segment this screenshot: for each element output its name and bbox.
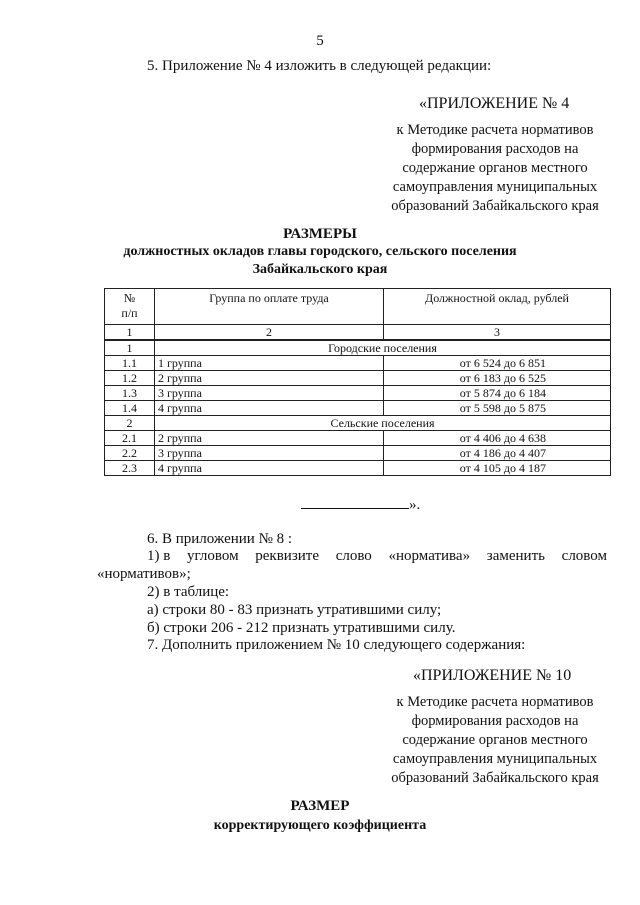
item-6-1-continuation: «нормативов»; <box>97 566 191 582</box>
row-group: 2 группа <box>155 371 384 386</box>
section-title: Сельские поселения <box>155 416 611 431</box>
row-group: 4 группа <box>155 461 384 476</box>
closing-quote: ». <box>409 497 421 513</box>
appendix-10-title: «ПРИЛОЖЕНИЕ № 10 <box>413 667 572 684</box>
coefficient-heading-subtitle: корректирующего коэффициента <box>213 818 427 833</box>
table-row <box>105 371 611 386</box>
column-number: 2 <box>155 325 384 341</box>
item-6-1-word: угловом <box>187 548 239 564</box>
table-row <box>105 356 611 371</box>
row-group: 3 группа <box>155 446 384 461</box>
appendix-4-subtitle-line: содержание органов местного <box>402 160 588 176</box>
salary-table <box>104 288 611 476</box>
row-no: 2.1 <box>105 431 155 446</box>
header-salary: Должностной оклад, рублей <box>384 289 611 325</box>
table-row <box>105 446 611 461</box>
row-no: 2.3 <box>105 461 155 476</box>
item-6-1-word: заменить <box>486 548 545 564</box>
appendix-4-subtitle-line: самоуправления муниципальных <box>392 179 598 195</box>
section-no: 2 <box>105 416 155 431</box>
item-6: 6. В приложении № 8 : <box>147 531 293 547</box>
table-heading-line1: должностных окладов главы городского, сельского поселения <box>123 244 517 259</box>
table-header-row <box>105 289 611 325</box>
row-salary: от 6 183 до 6 525 <box>384 371 611 386</box>
blank-underline <box>301 496 409 509</box>
header-no-line2: п/п <box>121 306 138 320</box>
appendix-4-subtitle <box>380 121 610 216</box>
column-number-row <box>105 325 611 341</box>
item-6-1-word: слово <box>335 548 372 564</box>
section-row <box>105 340 611 356</box>
row-salary: от 4 186 до 4 407 <box>384 446 611 461</box>
row-no: 1.2 <box>105 371 155 386</box>
appendix-10-subtitle-line: формирования расходов на <box>411 713 579 729</box>
header-group: Группа по оплате труда <box>155 289 384 325</box>
appendix-4-subtitle-line: формирования расходов на <box>411 141 579 157</box>
coefficient-heading-title: РАЗМЕР <box>290 798 350 814</box>
item-6-1 <box>147 548 607 565</box>
item-6-1-word: «норматива» <box>388 548 471 564</box>
row-salary: от 4 105 до 4 187 <box>384 461 611 476</box>
item-6-1-word: 1) в <box>147 548 171 564</box>
appendix-10-subtitle-line: к Методике расчета нормативов <box>396 694 594 710</box>
item-6-1-word: словом <box>561 548 607 564</box>
header-no <box>105 289 155 325</box>
item-6-1-word: реквизите <box>255 548 319 564</box>
item-6-2: 2) в таблице: <box>147 584 230 600</box>
row-no: 1.4 <box>105 401 155 416</box>
row-salary: от 5 598 до 5 875 <box>384 401 611 416</box>
appendix-4-subtitle-line: образований Забайкальского края <box>391 198 599 214</box>
row-salary: от 5 874 до 6 184 <box>384 386 611 401</box>
table-row <box>105 386 611 401</box>
page-number: 5 <box>316 33 324 49</box>
section-row <box>105 416 611 431</box>
section-no: 1 <box>105 340 155 356</box>
header-no-line1: № <box>123 291 136 305</box>
row-salary: от 4 406 до 4 638 <box>384 431 611 446</box>
item-6-2b: б) строки 206 - 212 признать утратившими силу. <box>147 620 456 636</box>
appendix-10-subtitle-line: содержание органов местного <box>402 732 588 748</box>
section-title: Городские поселения <box>155 340 611 356</box>
appendix-4-title: «ПРИЛОЖЕНИЕ № 4 <box>419 95 570 112</box>
item-6-2a: а) строки 80 - 83 признать утратившими силу; <box>147 602 442 618</box>
row-no: 1.1 <box>105 356 155 371</box>
appendix-10-subtitle-line: образований Забайкальского края <box>391 770 599 786</box>
appendix-10-subtitle <box>380 693 610 788</box>
table-heading-line2: Забайкальского края <box>252 262 388 277</box>
row-group: 2 группа <box>155 431 384 446</box>
column-number: 3 <box>384 325 611 341</box>
item-7: 7. Дополнить приложением № 10 следующего содержания: <box>147 637 526 653</box>
table-heading-title: РАЗМЕРЫ <box>283 226 357 242</box>
row-no: 2.2 <box>105 446 155 461</box>
row-no: 1.3 <box>105 386 155 401</box>
table-row <box>105 431 611 446</box>
table-row <box>105 401 611 416</box>
row-group: 3 группа <box>155 386 384 401</box>
table-row <box>105 461 611 476</box>
item-5: 5. Приложение № 4 изложить в следующей редакции: <box>147 58 492 74</box>
row-salary: от 6 524 до 6 851 <box>384 356 611 371</box>
appendix-10-subtitle-line: самоуправления муниципальных <box>392 751 598 767</box>
row-group: 1 группа <box>155 356 384 371</box>
column-number: 1 <box>105 325 155 341</box>
appendix-4-subtitle-line: к Методике расчета нормативов <box>396 122 594 138</box>
row-group: 4 группа <box>155 401 384 416</box>
closing-line <box>301 496 420 514</box>
